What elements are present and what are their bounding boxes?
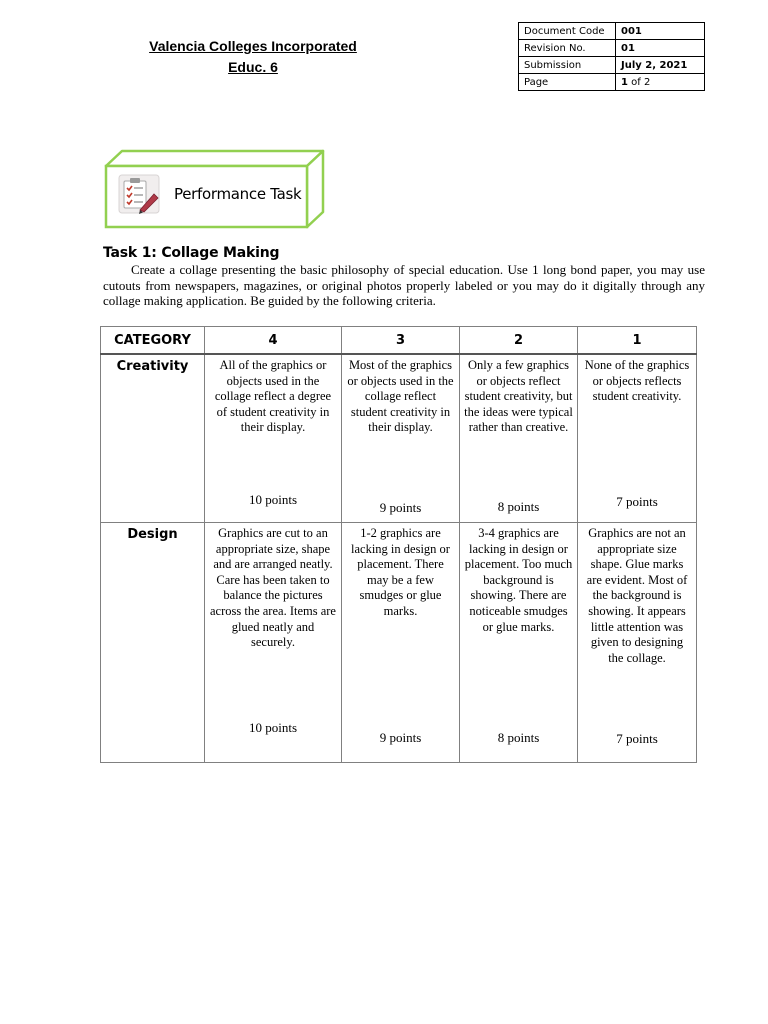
points-label: 10 points bbox=[248, 492, 298, 507]
page-total: of 2 bbox=[627, 76, 651, 88]
performance-task-label: Performance Task bbox=[174, 185, 302, 203]
doc-meta-row bbox=[519, 40, 705, 57]
document-header bbox=[96, 36, 410, 78]
rubric-cell bbox=[460, 354, 578, 523]
rubric-table bbox=[100, 326, 697, 763]
doc-meta-value: July 2, 2021 bbox=[616, 57, 705, 74]
doc-meta-row bbox=[519, 23, 705, 40]
criterion-text: Graphics are cut to an appropriate size, shape and are arranged neatly. Care has been taken to balance the pictures across the area. Items are glued neatly and securely. bbox=[210, 526, 336, 650]
rubric-header-score-2: 2 bbox=[460, 327, 578, 355]
criterion-text: 1-2 graphics are lacking in design or placement. There may be a few smudges or glue marks. bbox=[351, 526, 450, 618]
rubric-cell bbox=[578, 354, 697, 523]
rubric-row-creativity bbox=[101, 354, 697, 523]
page-number: 1 bbox=[621, 76, 628, 88]
rubric-header-score-1: 1 bbox=[578, 327, 697, 355]
rubric-cell bbox=[460, 523, 578, 763]
rubric-header-score-4: 4 bbox=[205, 327, 342, 355]
doc-meta-key: Document Code bbox=[519, 23, 616, 40]
points-label: 9 points bbox=[379, 500, 422, 515]
task-title: Task 1: Collage Making bbox=[103, 245, 280, 261]
doc-meta-key: Page bbox=[519, 74, 616, 91]
rubric-header-category: CATEGORY bbox=[101, 327, 205, 355]
rubric-row-design bbox=[101, 523, 697, 763]
points-label: 10 points bbox=[248, 720, 298, 735]
rubric-header-row bbox=[101, 327, 697, 355]
points-label: 7 points bbox=[616, 731, 658, 746]
rubric-cell bbox=[342, 523, 460, 763]
rubric-cell bbox=[578, 523, 697, 763]
points-label: 9 points bbox=[379, 730, 422, 745]
rubric-cell bbox=[205, 523, 342, 763]
checklist-pen-icon bbox=[118, 174, 160, 214]
rubric-category: Creativity bbox=[101, 354, 205, 523]
task-description: Create a collage presenting the basic philosophy of special education. Use 1 long bond paper, you may use cutouts from newspapers, magazines, or original photos properly labeled or you may do it digitally through any collage making application. Be guided by the following criteria. bbox=[103, 262, 705, 308]
criterion-text: All of the graphics or objects used in the collage reflect a degree of student creativity in their display. bbox=[214, 358, 332, 435]
criterion-text: None of the graphics or objects reflects student creativity. bbox=[584, 358, 690, 404]
rubric-category: Design bbox=[101, 523, 205, 763]
rubric-header-score-3: 3 bbox=[342, 327, 460, 355]
doc-meta-key: Submission bbox=[519, 57, 616, 74]
doc-meta-value: 001 bbox=[616, 23, 705, 40]
doc-meta-value bbox=[616, 74, 705, 91]
rubric-cell bbox=[342, 354, 460, 523]
criterion-text: 3-4 graphics are lacking in design or placement. Too much background is showing. There are noticeable smudges or glue marks. bbox=[464, 526, 573, 634]
rubric-cell bbox=[205, 354, 342, 523]
doc-meta-row bbox=[519, 74, 705, 91]
institution-name: Valencia Colleges Incorporated bbox=[149, 38, 357, 54]
document-control-table bbox=[518, 22, 705, 91]
points-label: 8 points bbox=[497, 730, 540, 745]
performance-task-banner bbox=[104, 148, 326, 230]
doc-meta-value: 01 bbox=[616, 40, 705, 57]
points-label: 8 points bbox=[497, 499, 540, 514]
doc-meta-row bbox=[519, 57, 705, 74]
doc-meta-key: Revision No. bbox=[519, 40, 616, 57]
course-code: Educ. 6 bbox=[228, 59, 278, 75]
criterion-text: Most of the graphics or objects used in the collage reflect student creativity in their display. bbox=[347, 358, 454, 435]
points-label: 7 points bbox=[616, 494, 658, 509]
criterion-text: Only a few graphics or objects reflect student creativity, but the ideas were typical rather than creative. bbox=[464, 358, 573, 435]
criterion-text: Graphics are not an appropriate size shape. Glue marks are evident. Most of the background is showing. It appears little attention was given to designing the collage. bbox=[586, 526, 688, 665]
